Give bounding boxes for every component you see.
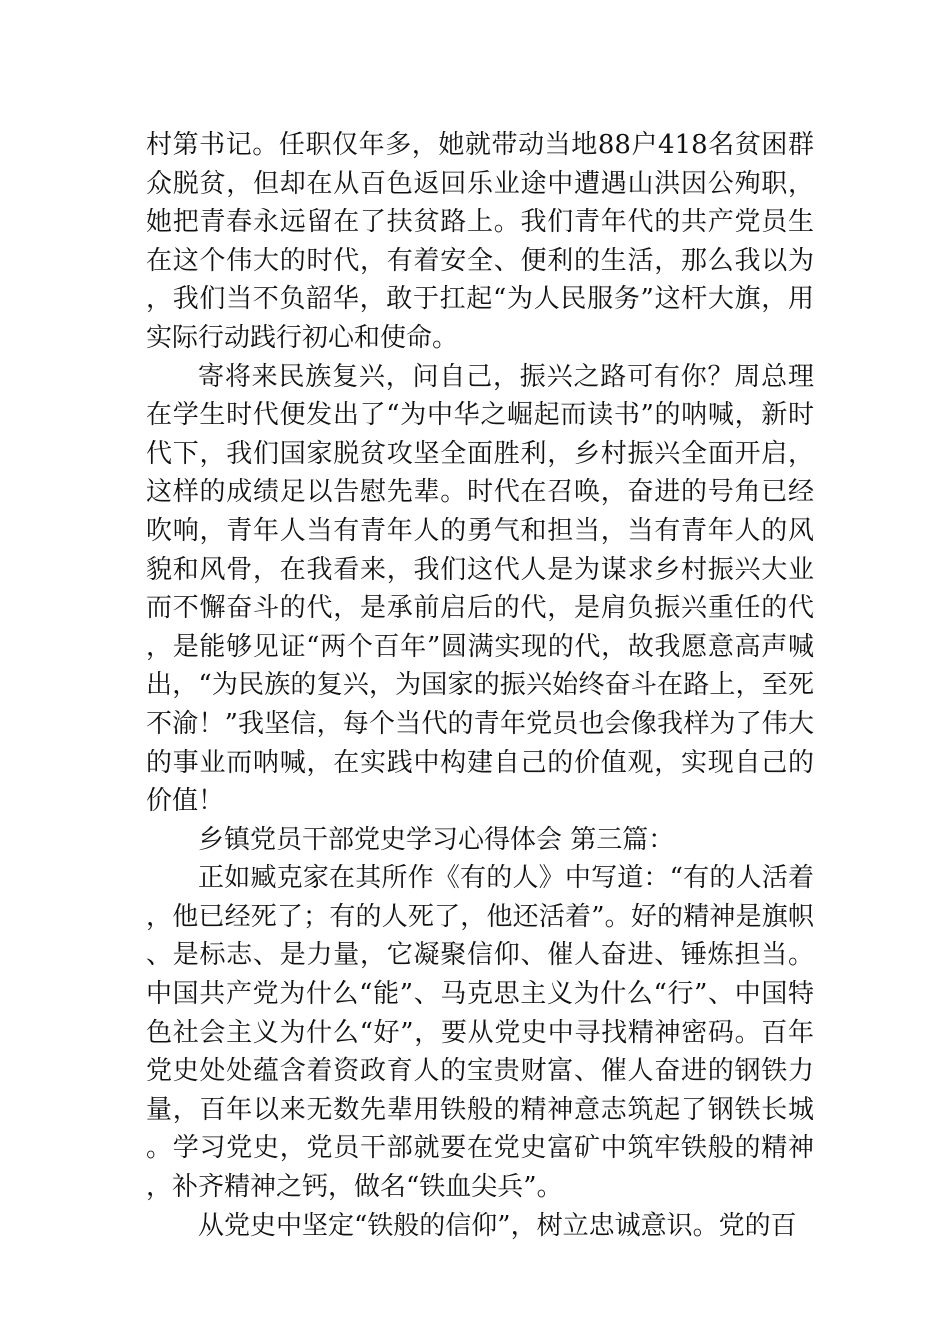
paragraph-1: 村第书记。任职仅年多，她就带动当地88户418名贫困群众脱贫，但却在从百色返回乐业途中遭遇山洪因公殉职，她把青春永远留在了扶贫路上。我们青年代的共产党员生在这个伟大的时代，有着安全、便利的生活，那么我以为，我们当不负韶华，敢于扛起“为人民服务”这杆大旗，用实际行动践行初心和使命。: [146, 130, 814, 353]
document-page: [146, 126, 814, 1245]
paragraph-4: 从党史中坚定“铁般的信仰”，树立忠诚意识。党的百: [198, 1210, 797, 1241]
paragraph-3: 正如臧克家在其所作《有的人》中写道：“有的人活着，他已经死了；有的人死了，他还活着”。好的精神是旗帜、是标志、是力量，它凝聚信仰、催人奋进、锤炼担当。中国共产党为什么“能”、马克思主义为什么“行”、中国特色社会主义为什么“好”，要从党史中寻找精神密码。百年党史处处蕴含着资政育人的宝贵财富、催人奋进的钢铁力量，百年以来无数先辈用铁般的精神意志筑起了钢铁长城。学习党史，党员干部就要在党史富矿中筑牢铁般的精神，补齐精神之钙，做名“铁血尖兵”。: [146, 863, 814, 1203]
paragraph-2: 寄将来民族复兴，问自己，振兴之路可有你？周总理在学生时代便发出了“为中华之崛起而读书”的呐喊，新时代下，我们国家脱贫攻坚全面胜利，乡村振兴全面开启，这样的成绩足以告慰先辈。时代在召唤，奋进的号角已经吹响，青年人当有青年人的勇气和担当，当有青年人的风貌和风骨，在我看来，我们这代人是为谋求乡村振兴大业而不懈奋斗的代，是承前启后的代，是肩负振兴重任的代，是能够见证“两个百年”圆满实现的代，故我愿意高声喊出，“为民族的复兴，为国家的振兴始终奋斗在路上，至死不渝！”我坚信，每个当代的青年党员也会像我样为了伟大的事业而呐喊，在实践中构建自己的价值观，实现自己的价值！: [146, 361, 814, 817]
section-heading: 乡镇党员干部党史学习心得体会 第三篇：: [198, 824, 675, 855]
